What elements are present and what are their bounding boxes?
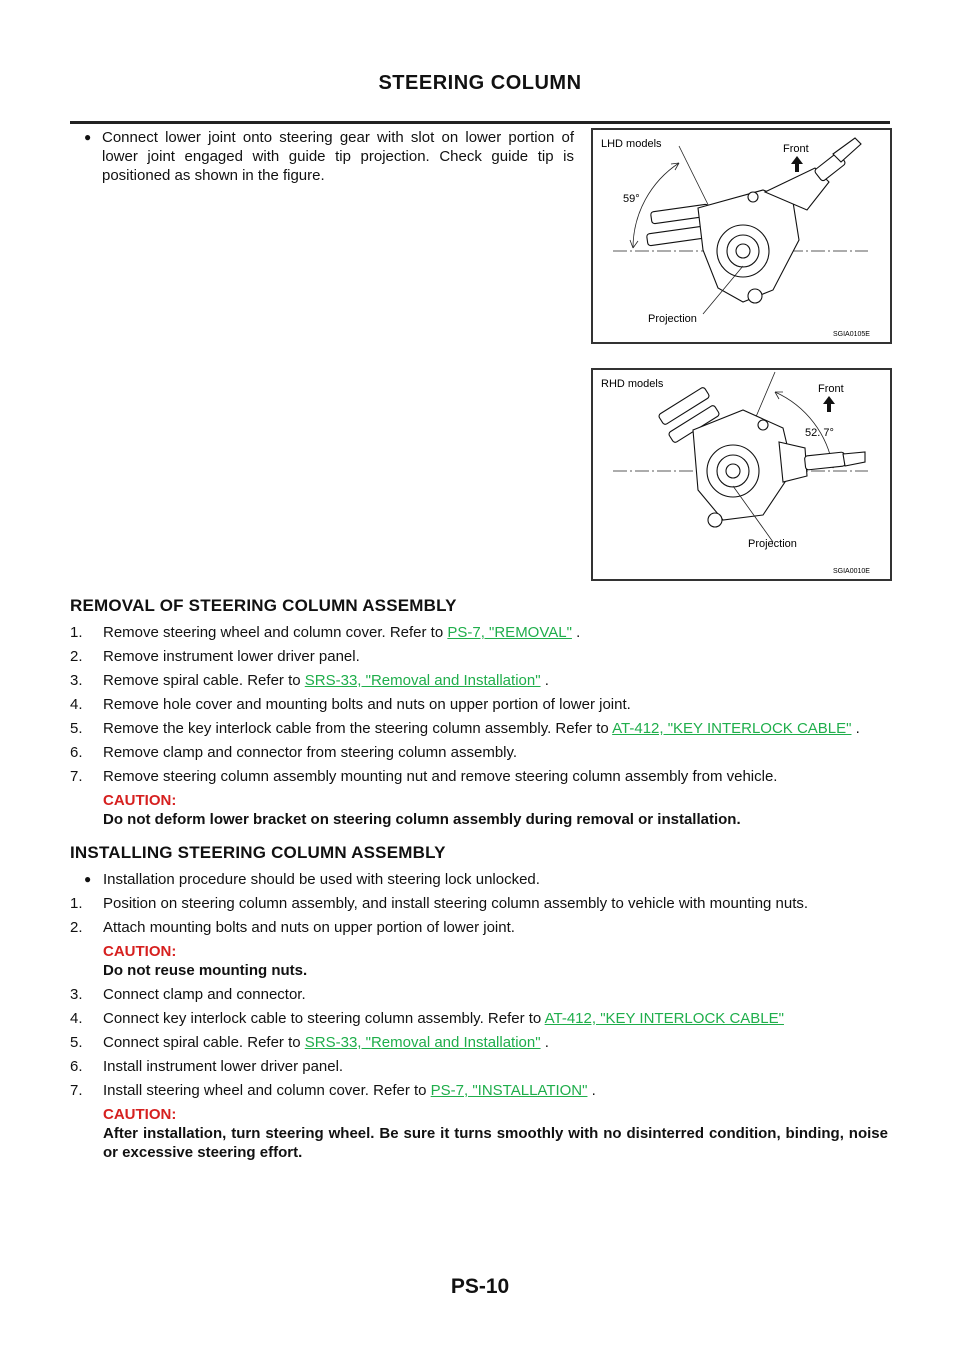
installing-step: [70, 918, 888, 937]
step-text: Remove steering wheel and column cover. Refer to: [103, 624, 448, 641]
caution-block: [103, 791, 888, 829]
step-text: Remove instrument lower driver panel.: [103, 648, 360, 665]
removal-step: [70, 647, 888, 666]
intro-text: Connect lower joint onto steering gear with slot on lower portion of lower joint engaged with guide tip projection. Check guide tip is positioned as shown in the figure.: [102, 129, 574, 184]
caution-block: [103, 942, 888, 980]
step-text: Remove steering column assembly mounting nut and remove steering column assembly from vehicle.: [103, 768, 778, 785]
installing-step: [70, 1033, 888, 1052]
figure-angle-label: 52. 7°: [805, 427, 834, 439]
step-number: 1.: [70, 895, 83, 912]
step-number: 6.: [70, 744, 83, 761]
step-text: Attach mounting bolts and nuts on upper portion of lower joint.: [103, 919, 515, 936]
step-number: 4.: [70, 696, 83, 713]
step-text: Connect key interlock cable to steering column assembly. Refer to: [103, 1010, 545, 1027]
step-number: 6.: [70, 1058, 83, 1075]
ref-link-ps7-removal[interactable]: PS-7, "REMOVAL": [447, 624, 572, 641]
figure-projection-label: Projection: [648, 313, 697, 325]
step-text: Install steering wheel and column cover. Refer to: [103, 1082, 431, 1099]
step-text: Remove hole cover and mounting bolts and nuts on upper portion of lower joint.: [103, 696, 631, 713]
step-number: 7.: [70, 1082, 83, 1099]
step-text: Remove the key interlock cable from the steering column assembly. Refer to: [103, 720, 613, 737]
removal-step: [70, 671, 888, 690]
page-number: PS-10: [450, 1275, 510, 1298]
caution-text: After installation, turn steering wheel. Be sure it turns smoothly with no disinterred condition, binding, noise or excessive steering effort.: [103, 1125, 888, 1161]
removal-step: [70, 767, 888, 786]
step-text-after: .: [587, 1082, 596, 1099]
figure-angle-label: 59°: [623, 193, 640, 205]
caution-label: CAUTION:: [103, 943, 177, 960]
caution-text: Do not deform lower bracket on steering column assembly during removal or installation.: [103, 811, 741, 828]
figure-code: SGIA0010E: [833, 568, 870, 575]
removal-step: [70, 743, 888, 762]
step-text-after: .: [540, 672, 549, 689]
bullet-icon: ●: [84, 872, 92, 886]
caution-block: [103, 1105, 888, 1162]
ref-link-srs33[interactable]: SRS-33, "Removal and Installation": [304, 1034, 541, 1051]
installing-step: [70, 1009, 888, 1028]
step-text: Connect clamp and connector.: [103, 986, 306, 1003]
step-number: 2.: [70, 919, 83, 936]
header-rule: [70, 121, 890, 124]
figure-lhd: [591, 128, 892, 344]
figure-code: SGIA0105E: [833, 331, 870, 338]
step-number: 2.: [70, 648, 83, 665]
installing-step: [70, 985, 888, 1004]
ref-link-at412[interactable]: AT-412, "KEY INTERLOCK CABLE": [544, 1010, 784, 1027]
removal-step: [70, 623, 888, 642]
figure-model-label: LHD models: [601, 138, 662, 150]
step-number: 5.: [70, 720, 83, 737]
bullet-text: Installation procedure should be used with steering lock unlocked.: [103, 871, 540, 888]
ref-link-ps7-installation[interactable]: PS-7, "INSTALLATION": [430, 1082, 588, 1099]
step-text: Remove clamp and connector from steering column assembly.: [103, 744, 518, 761]
step-number: 3.: [70, 986, 83, 1003]
installing-section-title: INSTALLING STEERING COLUMN ASSEMBLY: [70, 843, 446, 862]
ref-link-at412[interactable]: AT-412, "KEY INTERLOCK CABLE": [612, 720, 852, 737]
step-text-after: .: [571, 624, 581, 641]
caution-label: CAUTION:: [103, 792, 177, 809]
front-arrow-icon: [823, 396, 835, 412]
step-text-after: .: [851, 720, 860, 737]
step-text: Remove spiral cable. Refer to: [103, 672, 305, 689]
intro-bullet: [84, 128, 574, 185]
steering-gear-body: [658, 387, 865, 527]
figure-front-label: Front: [818, 383, 844, 395]
removal-section-title: REMOVAL OF STEERING COLUMN ASSEMBLY: [70, 596, 457, 615]
figure-front-label: Front: [783, 143, 809, 155]
step-number: 4.: [70, 1010, 83, 1027]
step-text-after: .: [540, 1034, 549, 1051]
procedure-content: [70, 596, 888, 1167]
removal-step: [70, 695, 888, 714]
front-arrow-icon: [791, 156, 803, 172]
installing-step: [70, 894, 888, 913]
step-number: 5.: [70, 1034, 83, 1051]
step-text: Position on steering column assembly, and install steering column assembly to vehicle with mounting nuts.: [103, 895, 809, 912]
step-number: 1.: [70, 624, 83, 641]
figure-model-label: RHD models: [601, 378, 664, 390]
figure-rhd: [591, 368, 892, 581]
step-number: 7.: [70, 768, 83, 785]
removal-step: [70, 719, 888, 738]
rhd-illustration: [593, 370, 890, 579]
installing-bullet: [70, 870, 888, 889]
bullet-icon: ●: [84, 130, 92, 144]
step-text: Install instrument lower driver panel.: [103, 1058, 344, 1075]
caution-text: Do not reuse mounting nuts.: [103, 962, 308, 979]
installing-step: [70, 1057, 888, 1076]
lhd-illustration: [593, 130, 890, 342]
caution-label: CAUTION:: [103, 1106, 177, 1123]
step-number: 3.: [70, 672, 83, 689]
installing-step: [70, 1081, 888, 1100]
ref-link-srs33[interactable]: SRS-33, "Removal and Installation": [304, 672, 541, 689]
step-text: Connect spiral cable. Refer to: [103, 1034, 305, 1051]
figure-projection-label: Projection: [748, 538, 797, 550]
page-title: STEERING COLUMN: [378, 72, 582, 94]
